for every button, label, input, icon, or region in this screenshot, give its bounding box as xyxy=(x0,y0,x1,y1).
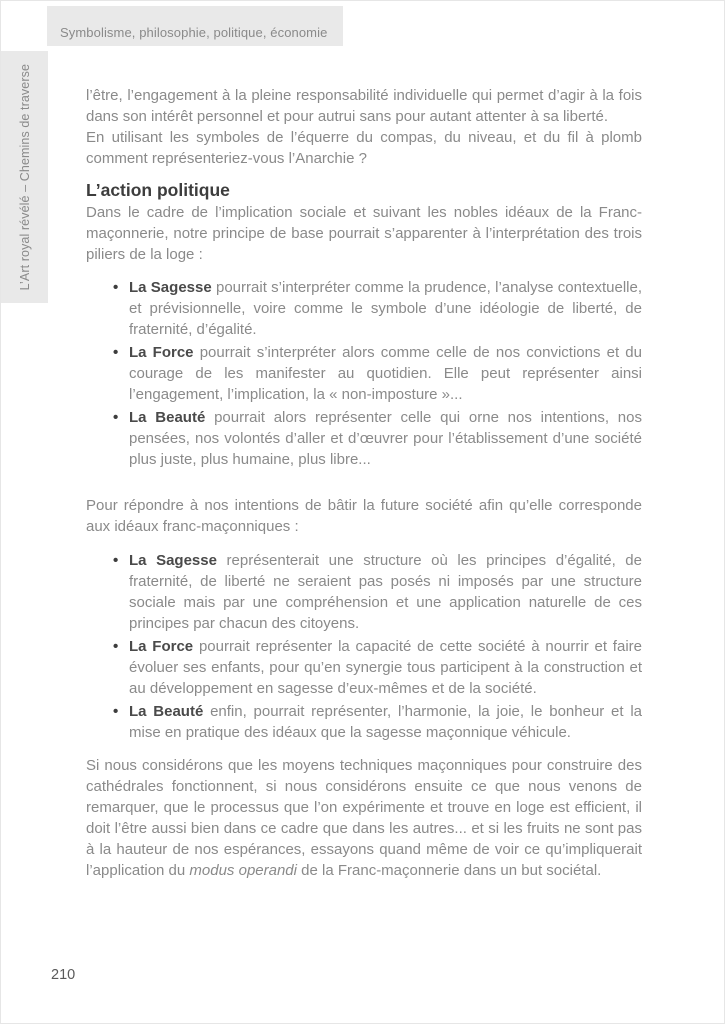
list-item-lead: La Sagesse xyxy=(129,279,212,296)
paragraph-pillars-intro: Dans le cadre de l’implication sociale et suivant les nobles idéaux de la Franc-maçonnerie, notre principe de base pourrait s’apparenter à l’interprétation des trois piliers de la loge : xyxy=(86,204,642,263)
list-item-lead: La Force xyxy=(129,344,194,361)
bullet-icon: • xyxy=(113,409,119,426)
page-number: 210 xyxy=(51,967,76,983)
conclusion-latin-phrase: modus operandi xyxy=(189,862,297,879)
list-item-lead: La Force xyxy=(129,638,194,655)
bullet-list-society xyxy=(86,550,642,743)
section-heading: L’action politique xyxy=(86,180,230,200)
main-text-block xyxy=(86,85,642,881)
paragraph-intro-1: l’être, l’engagement à la pleine responsabilité individuelle qui permet d’agir à la fois dans son intérêt personnel et pour autrui sans pour autant attenter à sa liberté. xyxy=(86,87,642,125)
bullet-icon: • xyxy=(113,638,119,655)
bullet-list-pillars xyxy=(86,277,642,470)
bullet-icon: • xyxy=(113,344,119,361)
sidebar-book-title: L’Art royal révélé – Chemins de traverse xyxy=(17,63,32,291)
paragraph-society-intro: Pour répondre à nos intentions de bâtir la future société afin qu’elle corresponde aux idéaux franc-maçonniques : xyxy=(86,497,642,535)
list-item-text: pourrait représenter la capacité de cette société à nourrir et faire évoluer ses enfants, pour qu’en synergie tous participent à la construction et au développement en sagesse d’eux-mêmes et de la société. xyxy=(129,638,642,697)
list-item xyxy=(86,407,642,470)
running-header-title: Symbolisme, philosophie, politique, économie xyxy=(60,25,328,40)
bullet-icon: • xyxy=(113,552,119,569)
paragraph-intro-2: En utilisant les symboles de l’équerre du compas, du niveau, et du fil à plomb comment représenteriez-vous l’Anarchie ? xyxy=(86,129,642,167)
conclusion-text-end: de la Franc-maçonnerie dans un but sociétal. xyxy=(296,862,602,879)
list-item xyxy=(86,701,642,743)
list-item-lead: La Beauté xyxy=(129,703,204,720)
list-item xyxy=(86,636,642,699)
paragraph-conclusion xyxy=(86,755,642,881)
list-item-text: enfin, pourrait représenter, l’harmonie, la joie, le bonheur et la mise en pratique des idéaux que la sagesse maçonnique véhicule. xyxy=(129,703,642,741)
list-item-lead: La Beauté xyxy=(129,409,206,426)
running-header-tab xyxy=(47,6,343,46)
sidebar-tab xyxy=(1,51,48,303)
list-item xyxy=(86,277,642,340)
list-item-text: représenterait une structure où les principes d’égalité, de fraternité, de liberté ne seraient pas posés ni imposés par une structure sociale mais par une compréhension et une application naturelle de ces principes par chacun des citoyens. xyxy=(129,552,642,632)
bullet-icon: • xyxy=(113,703,119,720)
list-item xyxy=(86,550,642,634)
list-item-text: pourrait alors représenter celle qui orne nos intentions, nos pensées, nos volontés d’aller et d’œuvrer pour l’établissement d’une société plus juste, plus humaine, plus libre... xyxy=(129,409,642,468)
list-item-text: pourrait s’interpréter comme la prudence, l’analyse contextuelle, et prévisionnelle, voire comme le symbole d’une idéologie de liberté, de fraternité, d’égalité. xyxy=(129,279,642,338)
list-item-lead: La Sagesse xyxy=(129,552,217,569)
bullet-icon: • xyxy=(113,279,119,296)
list-item xyxy=(86,342,642,405)
list-item-text: pourrait s’interpréter alors comme celle de nos convictions et du courage de les manifester au quotidien. Elle peut représenter ainsi l’engagement, l’implication, la « non-imposture »... xyxy=(129,344,642,403)
conclusion-text-start: Si nous considérons que les moyens techniques maçonniques pour construire des cathédrales fonctionnent, si nous considérons ensuite ce que nous venons de remarquer, que le processus que l’on expérimente et trouve en loge est efficient, il doit l’être aussi bien dans ce cadre que dans les autres... et si les fruits ne sont pas à la hauteur de nos espérances, essayons quand même de voir ce qu’impliquerait l’application du xyxy=(86,757,642,879)
